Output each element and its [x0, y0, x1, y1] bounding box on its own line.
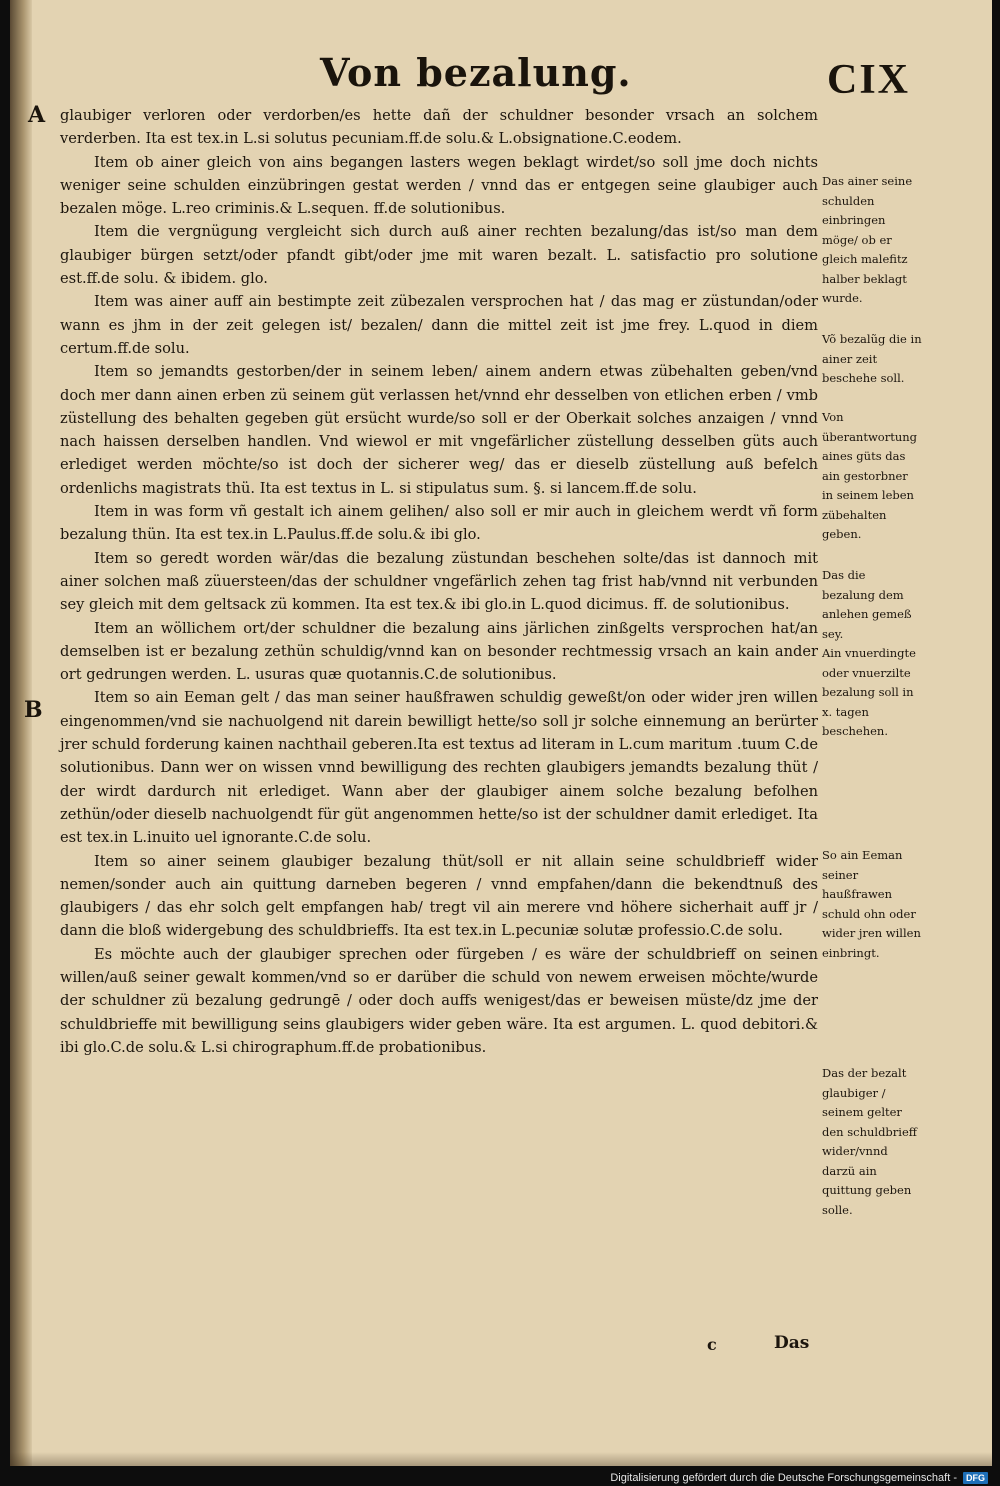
credit-text: Digitalisierung gefördert durch die Deutsche Forschungsgemeinschaft - [610, 1472, 957, 1484]
paragraph: Item in was form vñ gestalt ich ainem gelihen/ also soll er mir auch in gleichem werdt vñ form bezalung thün. Ita est tex.in L.Paulus.ff.de solu.& ibi glo. [60, 503, 818, 544]
paragraph: Item was ainer auff ain bestimpte zeit zübezalen versprochen hat / das mag er züstundan/oder wann es jhm in der zeit gelegen ist/ bezalen/ dann die mittel zeit ist jme frey. L.quod in diem certum.ff.de solu. [60, 293, 818, 357]
digitization-credit [610, 1472, 988, 1484]
folio-number: CIX [826, 57, 910, 103]
book-page [10, 0, 992, 1466]
paragraph: Item so geredt worden wär/das die bezalung züstundan beschehen solte/das ist dannoch mit ainer solchen maß züuersteen/das der schuldner vngefärlich zehen tag frist hab/vnnd nit verbunden sey gleich mit dem geltsack zü kommen. Ita est tex.& ibi glo.in L.quod dicimus. ff. de solutionibus. [60, 549, 818, 614]
paragraph: Item ob ainer gleich von ains begangen lasters wegen beklagt wirdet/so soll jme doch nichts weniger seine schulden einzübringen gestat werden / vnnd das er entgegen seine glaubiger auch bezalen möge. L.reo criminis.& L.sequen. ff.de solutionibus. [60, 153, 818, 218]
page-spine-shadow [10, 0, 32, 1466]
paragraph: Item so ain Eeman gelt / das man seiner haußfrawen schuldig geweßt/on oder wider jren willen eingenommen/vnd sie nachuolgend nit darein bewilligt hette/so soll jr solche einnemung an berürter jrer schuld forderung kainen nachthail geberen.Ita est textus ad literam in L.cum maritum .tuum C.de solutionibus. Dann wer on wissen vnnd bewilligung des rechten glaubigers jemandts bezalung thüt / der wirdt dardurch nit erlediget. Wann aber der glaubiger ainem solche bezalung befolhen zethün/oder dieselb nachuolgendt für güt angenommen hette/so ist der schuldner damit erlediget. Ita est tex.in L.inuito uel ignorante.C.de solu. [60, 689, 818, 847]
paragraph: Item so ainer seinem glaubiger bezalung thüt/soll er nit allain seine schuldbrieff wider nemen/sonder auch ain quittung darneben begeren / vnnd empfahen/dann die bekendtnuß des glaubigers / das ehr solch gelt empfangen hab/ tregt vil ain merere vnd höhere sicherhait auff jr / dann die bloß widergebung des schuldbrieffs. Ita est tex.in L.pecuniæ solutæ professio.C.de solu. [60, 852, 818, 940]
signature-mark: c [707, 1335, 717, 1354]
paragraph: Item die vergnügung vergleicht sich durch auß ainer rechten bezalung/das ist/so man dem glaubiger bürgen setzt/oder pfandt gibt/oder jme mit waren bezalt. L. satisfactio pro solutione est.ff.de solu. & ibidem. glo. [60, 223, 818, 288]
margin-gloss: Das der bezalt glaubiger / seinem gelter den schuldbrieff wider/vnnd darzü ain quittung geben solle. [822, 1066, 917, 1217]
margin-signature-a: A [28, 102, 46, 128]
margin-signature-b: B [24, 697, 43, 723]
paragraph: Item an wöllichem ort/der schuldner die bezalung ains järlichen zinßgelts versprochen hat/an demselben ist er bezalung zethün schuldig/vnnd kan on besonder rechtmessig vrsach an kain ander ort gedrungen werden. L. usuras quæ quotannis.C.de solutionibus. [60, 619, 818, 684]
paragraph-continued: glaubiger verloren oder verdorben/es hette dañ der schuldner besonder vrsach an solchem verderben. Ita est tex.in L.si solutus pecuniam.ff.de solu.& L.obsignatione.C.eodem. [60, 107, 818, 148]
margin-gloss: Võ bezalũg die in ainer zeit beschehe soll. [822, 332, 922, 385]
paragraph: Item so jemandts gestorben/der in seinem leben/ ainem andern etwas zübehalten geben/vnd doch mer dann ainen erben zü seinem güt verlassen het/vnnd ehr desselben von etlichen erben / vmb züstellung des behalten gegeben güt ersücht wurde/so soll er der Oberkait solches anzaigen / vnnd nach haissen derselben handlen. Vnd wiewol er mit vngefärlicher züstellung desselben güts auch erlediget werden möchte/so ist doch der sicherer weg/ das er dieselb züstellung auß befelch ordenlichs magistrats thü. Ita est textus in L. si stipulatus sum. §. si lancem.ff.de solu. [60, 363, 818, 497]
paragraph: Es möchte auch der glaubiger sprechen oder fürgeben / es wäre der schuldbrieff on seinen willen/auß seiner gewalt kommen/vnd so er darüber die schuld von newem erweisen möchte/wurde der schuldner zü bezalung gedrungē / oder doch auffs wenigest/das er beweisen müste/dz jme der schuldbrieffe mit bewilligung seins glaubigers wider geben wäre. Ita est argumen. L. quod debitori.& ibi glo.C.de solu.& L.si chirographum.ff.de probationibus. [60, 945, 818, 1056]
running-head: Von bezalung. [320, 50, 632, 95]
margin-gloss: Das die bezalung dem anlehen gemeß sey. [822, 568, 912, 641]
page-bottom-shadow [10, 1452, 992, 1466]
main-text-block [60, 104, 818, 1059]
margin-gloss: Von überantwortung aines güts das ain gestorbner in seinem leben zübehalten geben. [822, 410, 918, 541]
catchword: Das [774, 1333, 810, 1353]
margin-gloss: Das ainer seine schulden einbringen möge/ ob er gleich malefitz halber beklagt wurde. [822, 174, 913, 305]
margin-gloss: Ain vnuerdingte oder vnuerzilte bezalung soll in x. tagen beschehen. [822, 646, 916, 738]
margin-gloss: So ain Eeman seiner haußfrawen schuld ohn oder wider jren willen einbringt. [822, 848, 921, 960]
dfg-logo-icon: DFG [963, 1472, 988, 1484]
